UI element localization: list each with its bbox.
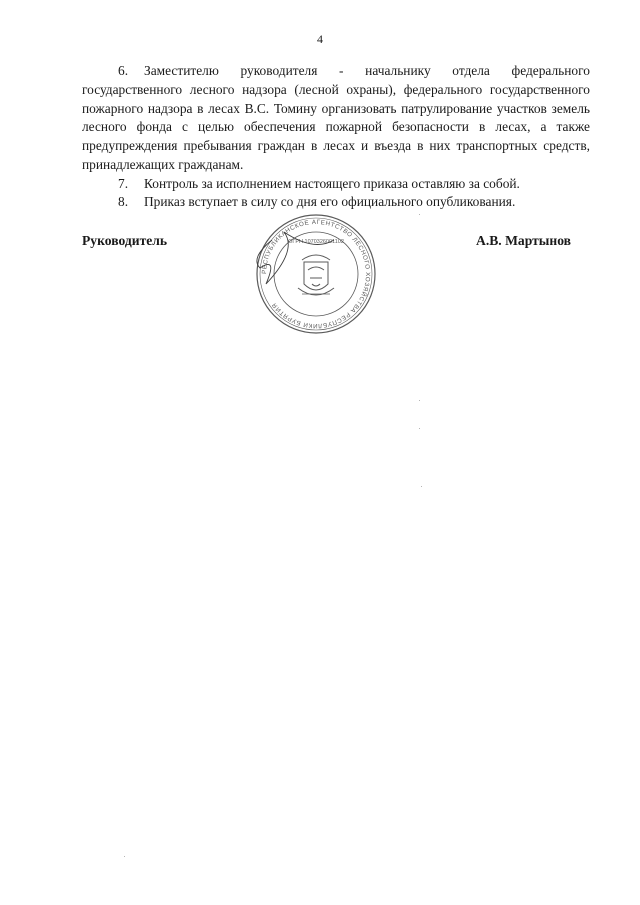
scan-speck bbox=[419, 214, 420, 215]
paragraph-number: 8. bbox=[118, 194, 129, 209]
page-number: 4 bbox=[317, 32, 323, 46]
scan-speck bbox=[421, 486, 422, 487]
scan-speck bbox=[419, 428, 420, 429]
scan-speck bbox=[124, 856, 125, 857]
paragraph-8 bbox=[82, 193, 590, 212]
seal-ring-text: РЕСПУБЛИКАНСКОЕ АГЕНТСТВО ЛЕСНОГО ХОЗЯЙСТВА РЕСПУБЛИКИ БУРЯТИЯ bbox=[260, 218, 372, 330]
paragraph-number: 7. bbox=[118, 176, 129, 191]
signature-position: Руководитель bbox=[82, 233, 168, 248]
official-seal bbox=[232, 210, 400, 338]
scan-speck bbox=[419, 400, 420, 401]
paragraph-number: 6. bbox=[118, 63, 129, 78]
paragraph-text: Заместителю руководителя - начальнику отдела федерального государственного лесного надзора (лесной охраны), федерального государственного пожарного надзора в лесах В.С. Томину организовать патрулирование участков земель лесного фонда с целью обеспечения пожарной безопасности в лесах, а также предупреждения пребывания граждан в лесах и въезда в них транспортных средств, принадлежащих гражданам. bbox=[82, 63, 590, 172]
paragraph-text: Контроль за исполнением настоящего приказа оставляю за собой. bbox=[144, 176, 520, 191]
paragraph-6 bbox=[82, 62, 590, 175]
paragraph-7 bbox=[82, 175, 590, 194]
signature-name: А.В. Мартынов bbox=[476, 233, 572, 248]
seal-inner-text: ОГРН 1070326001102 bbox=[288, 239, 344, 245]
coat-of-arms-icon bbox=[298, 255, 334, 295]
paragraph-text: Приказ вступает в силу со дня его официального опубликования. bbox=[144, 194, 516, 209]
